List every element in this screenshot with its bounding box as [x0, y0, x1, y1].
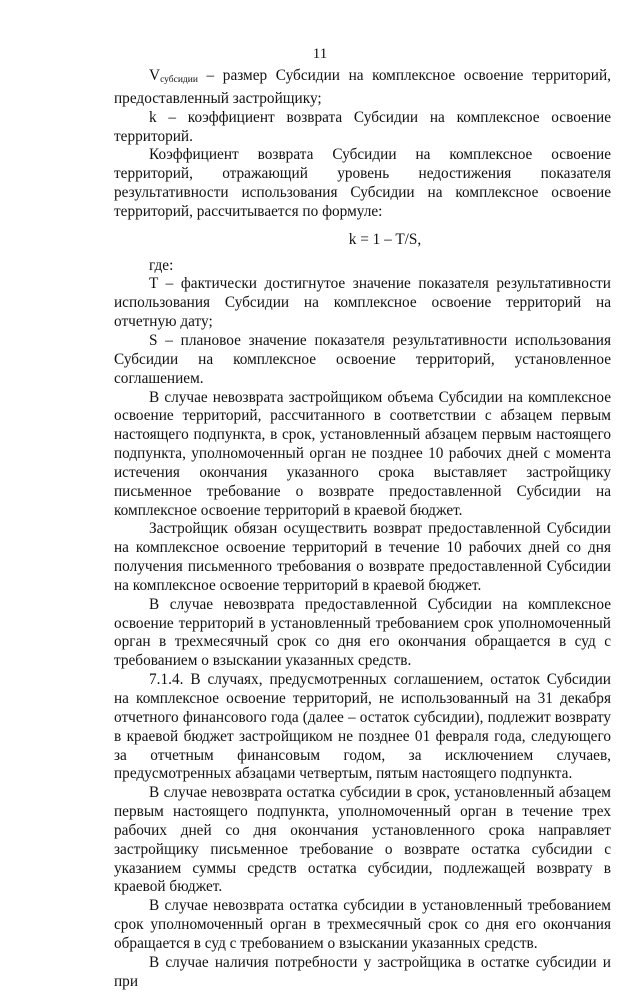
paragraph-where: где: — [149, 256, 174, 274]
paragraph-text: – размер Субсидии на комплексное освоение территорий, предоставленный застройщику; — [114, 67, 611, 107]
paragraph-s-definition: S – плановое значение показателя результативности использования Субсидии на комплексное освоение территорий, установленное соглашением. — [114, 331, 611, 387]
paragraph-t-definition: T – фактически достигнутое значение показателя результативности использования Субсидии на комплексное освоение территорий на отчетную дату; — [114, 275, 611, 331]
paragraph-court-claim: В случае невозврата предоставленной Субсидии на комплексное освоение территорий в установленный требованием срок уполномоченный орган в трехмесячный срок со дня его окончания обращается в суд с требованием о взыскании указанных средств. — [114, 595, 611, 670]
paragraph-developer-obligation: Застройщик обязан осуществить возврат предоставленной Субсидии на комплексное освоение территорий в течение 10 рабочих дней со дня получения письменного требования о возврате предоставленной Субсидии на комплексное освоение территорий в краевой бюджет. — [114, 520, 611, 594]
paragraph-remainder-court: В случае невозврата остатка субсидии в установленный требованием срок уполномоченный орган в трехмесячный срок со дня его окончания обращается в суд с требованием о взыскании указанных средств. — [114, 897, 611, 952]
paragraph-k-definition: k – коэффициент возврата Субсидии на комплексное освоение территорий. — [114, 108, 611, 145]
paragraph-7-1-4: 7.1.4. В случаях, предусмотренных соглашением, остаток Субсидии на комплексное освоение территорий, не использованный на 31 декабря отчетного финансового года (далее – остаток субсидии), подлежит возврату в краевой бюджет застройщиком не позднее 01 февраля года, следующего за отчетным финансовым годом, за исключением случаев, предусмотренных абзацами четвертым, пятым настоящего подпункта. — [114, 671, 611, 783]
paragraph-need-remainder: В случае наличия потребности у застройщика в остатке субсидии и при — [114, 953, 611, 990]
variable-v-subscript: субсидии — [160, 75, 198, 85]
paragraph-coefficient: Коэффициент возврата Субсидии на комплексное освоение территорий, отражающий уровень недостижения показателя результативности использования Субсидии на комплексное освоение территорий, рассчитывается по формуле: — [114, 146, 611, 220]
paragraph-non-return-requirement: В случае невозврата застройщиком объема Субсидии на комплексное освоение территорий, рассчитанного в соответствии с абзацем первым настоящего подпункта, в срок, установленный абзацем первым настоящего подпункта, уполномоченный орган не позднее 10 рабочих дней с момента истечения окончания указанного срока выставляет застройщику письменное требование о возврате предоставленной Субсидии на комплексное освоение территорий в краевой бюджет. — [114, 388, 611, 519]
paragraph-v-subsidy — [114, 67, 611, 109]
formula: k = 1 – T/S, — [348, 230, 422, 248]
variable-v: V — [149, 67, 161, 84]
paragraph-remainder-non-return: В случае невозврата остатка субсидии в срок, установленный абзацем первым настоящего подпункта, уполномоченный орган в течение трех рабочих дней со дня окончания установленного срока направляет застройщику письменное требование о возврате остатка субсидии с указанием суммы средств остатка субсидии, подлежащей возврату в краевой бюджет. — [114, 784, 611, 896]
page-number: 11 — [312, 46, 328, 62]
document-body — [114, 67, 611, 992]
